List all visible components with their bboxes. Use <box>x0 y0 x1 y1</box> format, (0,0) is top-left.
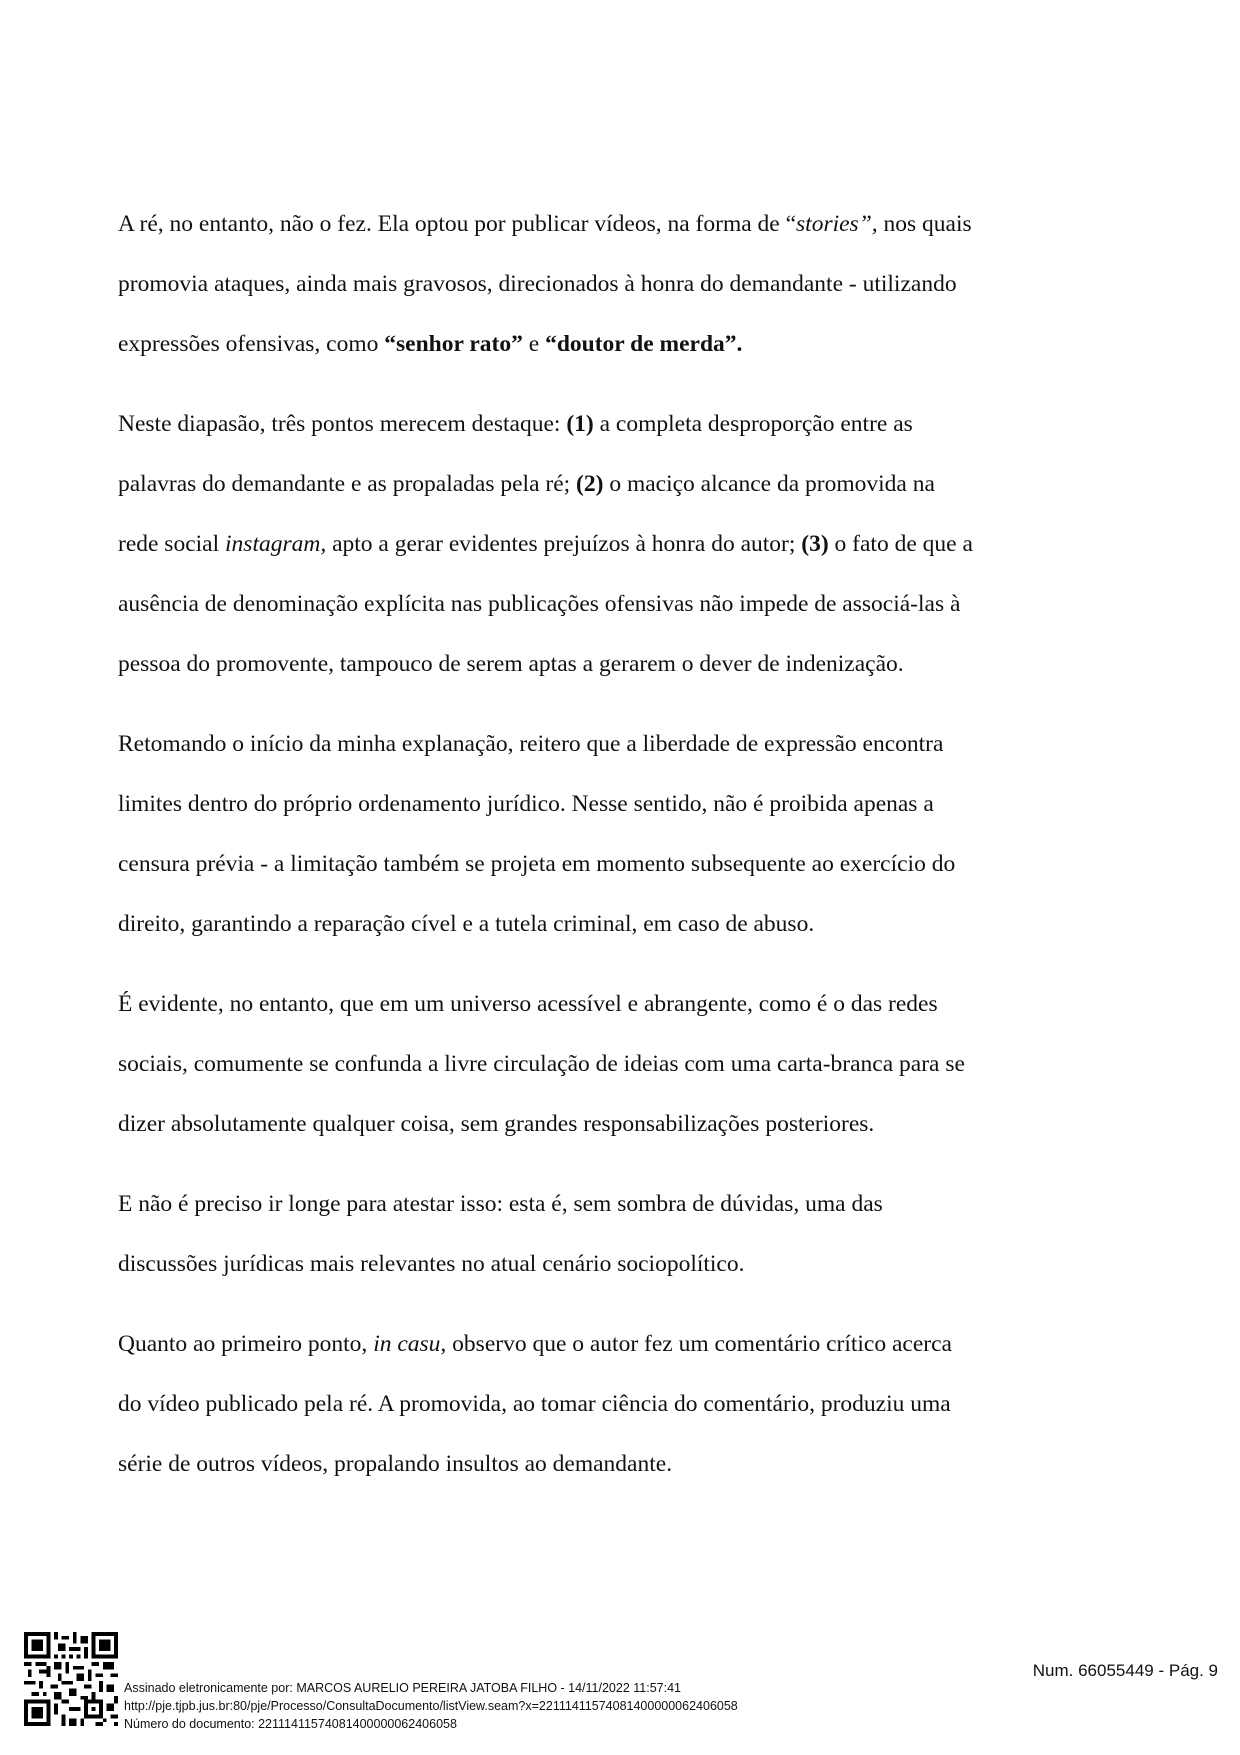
paragraph-4-line-2 <box>118 1049 965 1079</box>
paragraph-1-line-2 <box>118 269 957 299</box>
paragraph-6-line-2 <box>118 1389 951 1419</box>
text-run: o fato de que a <box>828 531 973 557</box>
paragraph-2-line-5 <box>118 649 904 679</box>
signature-line: Assinado eletronicamente por: MARCOS AURELIO PEREIRA JATOBA FILHO - 14/11/2022 11:57:41 <box>124 1681 681 1695</box>
paragraph-1-line-3 <box>118 329 742 359</box>
text-run: , observo que o autor fez um comentário crítico acerca <box>440 1331 952 1357</box>
text-run: É evidente, no entanto, que em um universo acessível e abrangente, como é o das redes <box>118 991 938 1017</box>
paragraph-4-line-1 <box>118 989 938 1019</box>
text-run: nos quais <box>877 211 972 237</box>
text-run: promovia ataques, ainda mais gravosos, direcionados à honra do demandante - utilizando <box>118 271 957 297</box>
paragraph-3-line-4 <box>118 909 814 939</box>
bold-quote-senhor-rato: “senhor rato” <box>384 331 523 357</box>
document-url[interactable]: http://pje.tjpb.jus.br:80/pje/Processo/ConsultaDocumento/listView.seam?x=22111411574081400000062406058 <box>124 1699 738 1713</box>
paragraph-2-line-4 <box>118 589 960 619</box>
text-run: discussões jurídicas mais relevantes no atual cenário sociopolítico. <box>118 1251 745 1277</box>
italic-term-instagram: instagram, <box>225 531 327 557</box>
text-run: A ré, no entanto, não o fez. Ela optou por publicar vídeos, na forma de “ <box>118 211 797 237</box>
paragraph-5-line-2 <box>118 1249 745 1279</box>
paragraph-3-line-3 <box>118 849 955 879</box>
paragraph-6-line-1 <box>118 1329 952 1359</box>
text-run: e <box>522 331 546 357</box>
text-run: limites dentro do próprio ordenamento jurídico. Nesse sentido, não é proibida apenas a <box>118 791 934 817</box>
text-run: série de outros vídeos, propalando insultos ao demandante. <box>118 1451 673 1477</box>
bold-quote-doutor-de-merda: “doutor de merda”. <box>545 331 743 357</box>
text-run: sociais, comumente se confunda a livre circulação de ideias com uma carta-branca para se <box>118 1051 965 1077</box>
text-run: Quanto ao primeiro ponto, <box>118 1331 374 1357</box>
text-run: dizer absolutamente qualquer coisa, sem grandes responsabilizações posteriores. <box>118 1111 875 1137</box>
point-marker-1: (1) <box>566 411 594 437</box>
paragraph-4-line-3 <box>118 1109 874 1139</box>
paragraph-2-line-3 <box>118 529 973 559</box>
italic-term-in-casu: in casu <box>373 1331 441 1357</box>
text-run: E não é preciso ir longe para atestar isso: esta é, sem sombra de dúvidas, uma das <box>118 1191 883 1217</box>
paragraph-3-line-1 <box>118 729 943 759</box>
paragraph-6-line-3 <box>118 1449 672 1479</box>
text-run: direito, garantindo a reparação cível e a tutela criminal, em caso de abuso. <box>118 911 815 937</box>
text-run: rede social <box>118 531 226 557</box>
paragraph-3-line-2 <box>118 789 934 819</box>
text-run: pessoa do promovente, tampouco de serem aptas a gerarem o dever de indenização. <box>118 651 904 677</box>
text-run: o maciço alcance da promovida na <box>603 471 935 497</box>
text-run: expressões ofensivas, como <box>118 331 385 357</box>
paragraph-1-line-1 <box>118 209 972 239</box>
text-run: a completa desproporção entre as <box>593 411 913 437</box>
paragraph-5-line-1 <box>118 1189 883 1219</box>
paragraph-2-line-1 <box>118 409 913 439</box>
text-run: ausência de denominação explícita nas publicações ofensivas não impede de associá-las à <box>118 591 961 617</box>
text-run: Retomando o início da minha explanação, reitero que a liberdade de expressão encontra <box>118 731 944 757</box>
document-number: Número do documento: 22111411574081400000062406058 <box>124 1717 457 1731</box>
text-run: palavras do demandante e as propaladas pela ré; <box>118 471 577 497</box>
point-marker-2: (2) <box>576 471 604 497</box>
text-run: apto a gerar evidentes prejuízos à honra do autor; <box>326 531 802 557</box>
text-run: Neste diapasão, três pontos merecem destaque: <box>118 411 567 437</box>
point-marker-3: (3) <box>801 531 829 557</box>
paragraph-2-line-2 <box>118 469 935 499</box>
text-run: do vídeo publicado pela ré. A promovida, ao tomar ciência do comentário, produziu uma <box>118 1391 951 1417</box>
text-run: censura prévia - a limitação também se projeta em momento subsequente ao exercício do <box>118 851 956 877</box>
qr-code-icon[interactable] <box>24 1632 118 1726</box>
page-reference: Num. 66055449 - Pág. 9 <box>1032 1661 1218 1680</box>
italic-term-stories: stories”, <box>796 211 878 237</box>
